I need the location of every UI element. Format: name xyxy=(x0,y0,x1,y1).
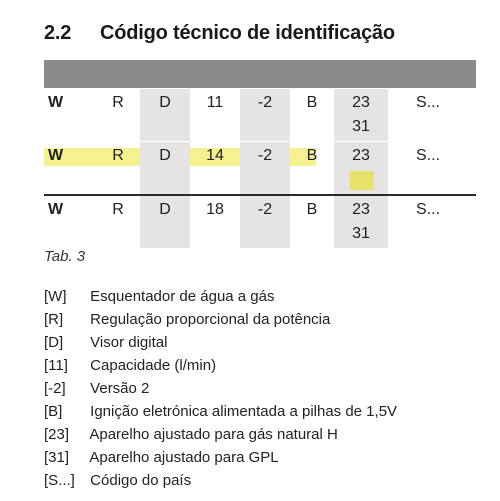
table-cell: -2 xyxy=(240,142,290,194)
table-cell: S... xyxy=(416,94,441,111)
section-heading xyxy=(44,22,395,45)
legend-list xyxy=(44,285,397,492)
table-row-highlighted xyxy=(44,141,476,194)
gas-code-text: 23 31 xyxy=(352,94,370,135)
legend-text: Regulação proporcional da potência xyxy=(90,311,331,328)
legend-text: Esquentador de água a gás xyxy=(90,288,275,305)
table-cell: R xyxy=(112,147,124,164)
gas-code-text: 23 31 xyxy=(352,201,370,242)
highlight-marker xyxy=(350,171,374,190)
table-cell: 14 xyxy=(206,147,224,164)
legend-code: [S...] xyxy=(44,472,75,489)
legend-code: [R] xyxy=(44,311,64,328)
table-cell: D xyxy=(140,196,190,248)
table-cell: -2 xyxy=(240,89,290,141)
gas-code-text: 23 xyxy=(352,147,370,164)
legend-item xyxy=(44,331,397,354)
legend-code: [B] xyxy=(44,403,63,420)
table-cell: 18 xyxy=(206,201,224,218)
table-cell: D xyxy=(140,142,190,194)
legend-item xyxy=(44,354,397,377)
legend-item xyxy=(44,400,397,423)
legend-code: [31] xyxy=(44,449,70,466)
legend-item xyxy=(44,423,397,446)
section-title: Código técnico de identificação xyxy=(100,22,395,44)
table-cell xyxy=(334,196,388,248)
legend-item xyxy=(44,446,397,469)
legend-item xyxy=(44,377,397,400)
legend-text: Aparelho ajustado para gás natural H xyxy=(89,426,338,443)
table-cell: R xyxy=(112,201,124,218)
legend-code: [-2] xyxy=(44,380,66,397)
table-cell: B xyxy=(306,94,318,111)
table-cell: 11 xyxy=(206,94,224,111)
table-caption: Tab. 3 xyxy=(44,248,86,265)
legend-code: [11] xyxy=(44,357,68,374)
legend-text: Código do país xyxy=(90,472,192,489)
table-header xyxy=(44,60,476,88)
legend-item xyxy=(44,308,397,331)
table-cell: B xyxy=(306,201,318,218)
section-number: 2.2 xyxy=(44,22,72,44)
table-cell: -2 xyxy=(240,196,290,248)
legend-text: Ignição eletrónica alimentada a pilhas de 1,5V xyxy=(90,403,398,420)
table-cell: D xyxy=(140,89,190,141)
table-cell: R xyxy=(112,94,124,111)
legend-text: Capacidade (l/min) xyxy=(90,357,217,374)
table-cell: W xyxy=(48,147,64,164)
legend-item xyxy=(44,469,397,492)
table-cell: W xyxy=(48,201,64,218)
table-cell: S... xyxy=(416,201,441,218)
table-row xyxy=(44,194,476,248)
legend-code: [D] xyxy=(44,334,64,351)
legend-text: Aparelho ajustado para GPL xyxy=(89,449,279,466)
legend-code: [W] xyxy=(44,288,67,305)
legend-item xyxy=(44,285,397,308)
legend-text: Visor digital xyxy=(90,334,168,351)
legend-code: [23] xyxy=(44,426,70,443)
table-cell: B xyxy=(306,147,318,164)
table-cell xyxy=(334,89,388,141)
legend-text: Versão 2 xyxy=(90,380,150,397)
table-cell: W xyxy=(48,94,64,111)
table-cell: S... xyxy=(416,147,441,164)
table-row xyxy=(44,88,476,141)
identification-code-table xyxy=(44,60,476,248)
